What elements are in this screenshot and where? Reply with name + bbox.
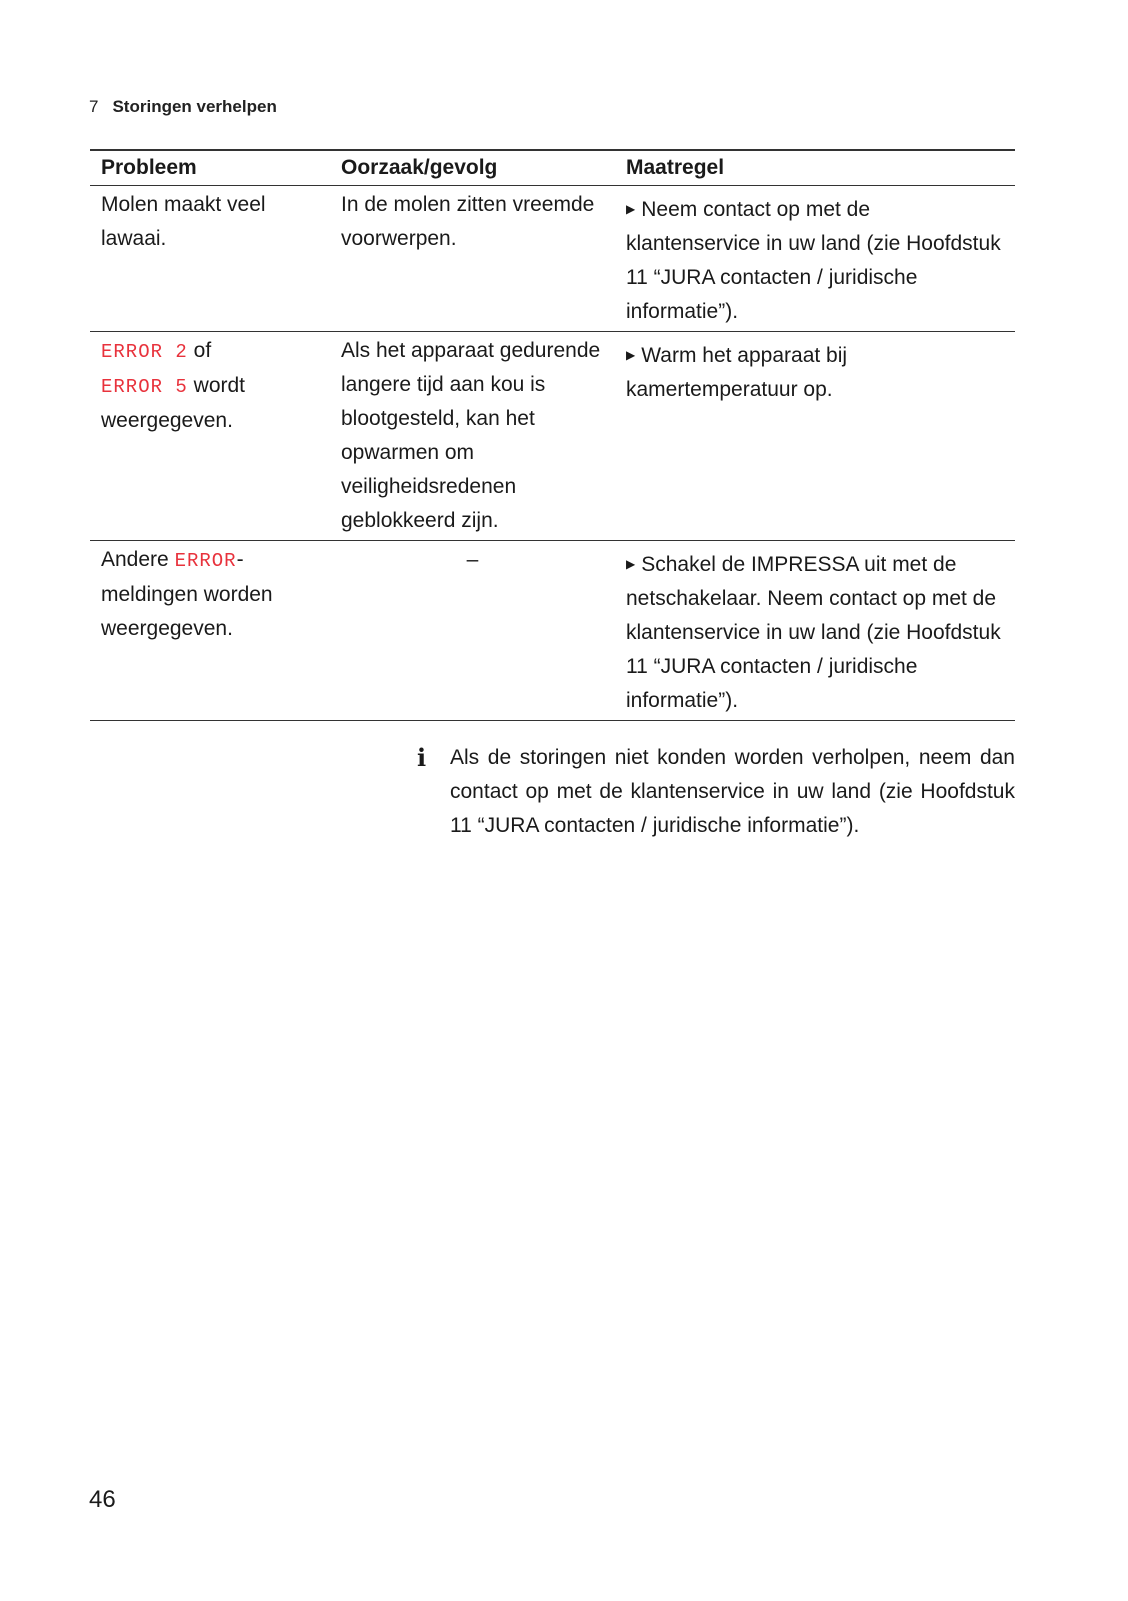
error-code: ERROR bbox=[174, 550, 237, 572]
problem-text: wordt weergegeven. bbox=[101, 374, 246, 432]
column-header: Maatregel bbox=[615, 150, 1015, 186]
troubleshooting-table bbox=[90, 149, 1015, 721]
action-cell bbox=[615, 541, 1015, 721]
problem-text: Andere bbox=[101, 548, 175, 571]
running-header bbox=[89, 97, 277, 117]
chapter-number: 7 bbox=[89, 97, 99, 116]
table-header-row bbox=[90, 150, 1015, 186]
problem-cell bbox=[90, 332, 330, 541]
cause-cell: – bbox=[330, 541, 615, 721]
action-text: Neem contact op met de klantenservice in uw land (zie Hoofdstuk 11 “JURA contacten / juridische informatie”). bbox=[626, 198, 1001, 323]
table-row bbox=[90, 541, 1015, 721]
column-header: Probleem bbox=[90, 150, 330, 186]
info-icon: i bbox=[417, 743, 427, 772]
page-content bbox=[90, 149, 1015, 843]
triangle-bullet-icon: ▶ bbox=[626, 348, 636, 362]
problem-cell: Molen maakt veel lawaai. bbox=[90, 186, 330, 332]
action-cell bbox=[615, 332, 1015, 541]
table-row bbox=[90, 332, 1015, 541]
action-text: Warm het apparaat bij kamertemperatuur op. bbox=[626, 344, 848, 401]
cause-cell: In de molen zitten vreemde voorwerpen. bbox=[330, 186, 615, 332]
action-text: Schakel de IMPRESSA uit met de netschakelaar. Neem contact op met de klantenservice in uw land (zie Hoofdstuk 11 “JURA contacten / juridische informatie”). bbox=[626, 553, 1001, 712]
error-code: ERROR 5 bbox=[101, 376, 188, 398]
cause-cell: Als het apparaat gedurende langere tijd aan kou is blootgesteld, kan het opwarmen om veiligheidsredenen geblokkeerd zijn. bbox=[330, 332, 615, 541]
problem-text: -meldingen worden weergegeven. bbox=[101, 548, 273, 640]
error-code: ERROR 2 bbox=[101, 341, 188, 363]
problem-text: of bbox=[187, 339, 212, 362]
triangle-bullet-icon: ▶ bbox=[626, 202, 636, 216]
info-note-block bbox=[417, 741, 1015, 843]
triangle-bullet-icon: ▶ bbox=[626, 557, 636, 571]
page-number: 46 bbox=[89, 1486, 116, 1513]
column-header: Oorzaak/gevolg bbox=[330, 150, 615, 186]
problem-cell bbox=[90, 541, 330, 721]
info-note: Als de storingen niet konden worden verholpen, neem dan contact op met de klantenservice in uw land (zie Hoofdstuk 11 “JURA contacten / juridische informatie”). bbox=[450, 746, 1015, 837]
action-cell bbox=[615, 186, 1015, 332]
table-row bbox=[90, 186, 1015, 332]
chapter-title: Storingen verhelpen bbox=[112, 97, 277, 116]
